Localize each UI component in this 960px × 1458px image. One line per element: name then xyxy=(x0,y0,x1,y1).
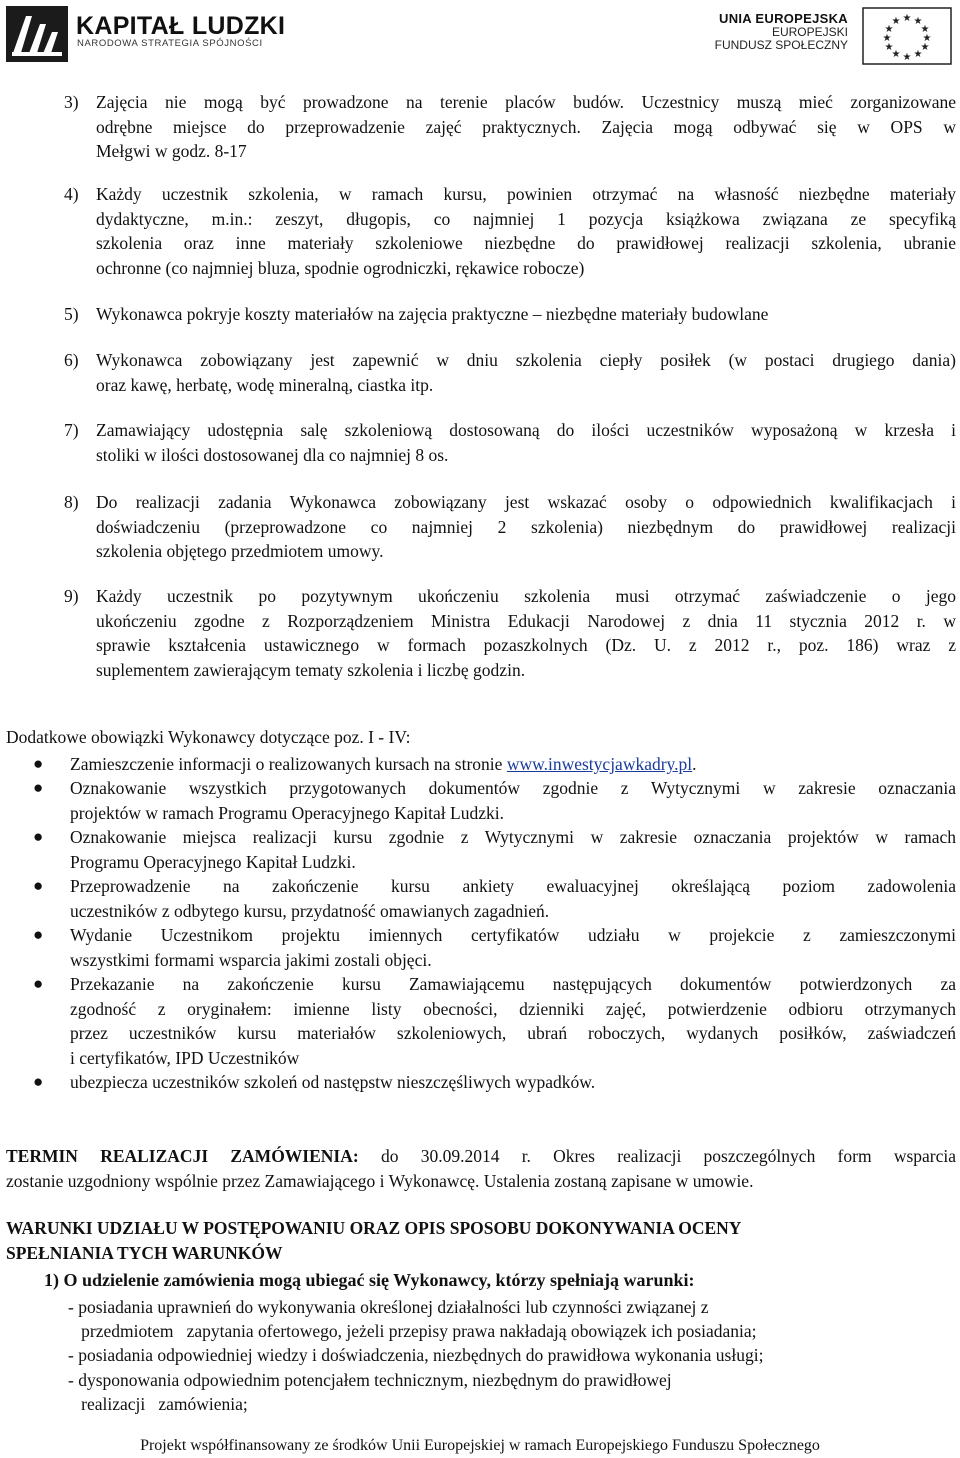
bullet-text-line: Przekazanie na zakończenie kursu Zamawiającemu następujących dokumentów potwierdzonych za xyxy=(70,974,956,994)
svg-text:★: ★ xyxy=(922,33,932,44)
eu-stars-flag-icon xyxy=(862,7,952,65)
item-text-line: oraz kawę, herbatę, wodę mineralną, ciastka itp. xyxy=(96,374,434,395)
bullet-text xyxy=(70,1070,956,1095)
termin-label: TERMIN REALIZACJI ZAMÓWIENIA: xyxy=(6,1146,359,1166)
svg-text:★: ★ xyxy=(884,24,894,35)
warunki-dash-item: przedmiotem zapytania ofertowego, jeżeli przepisy prawa nakładają obowiązek ich posiadania; xyxy=(68,1321,757,1342)
header-ue-line2: EUROPEJSKI xyxy=(771,24,848,39)
header-ue-line3: FUNDUSZ SPOŁECZNY xyxy=(714,38,848,52)
bullet-dot-icon: ● xyxy=(33,827,44,846)
warunki-dash-item: - dysponowania odpowiednim potencjałem technicznym, niezbędnym do prawidłowej xyxy=(68,1369,672,1390)
extra-duties-heading: Dodatkowe obowiązki Wykonawcy dotyczące poz. I - IV: xyxy=(6,727,411,747)
item-text-line: dydaktyczne, m.in.: zeszyt, długopis, co najmniej 1 pozycja książkowa związana ze specyfiką xyxy=(96,208,956,229)
bullet-dot-icon: ● xyxy=(33,1072,44,1091)
warunki-dash-item: - posiadania uprawnień do wykonywania określonej działalności lub czynności związanej z xyxy=(68,1297,709,1317)
header-ue-line1: UNIA EUROPEJSKA xyxy=(719,11,848,26)
warunki-dash-item: - posiadania odpowiedniej wiedzy i doświadczenia, niezbędnych do prawidłowa wykonania usługi; xyxy=(68,1345,764,1366)
bullet-text-line: przez uczestników kursu materiałów szkoleniowych, ubrań roboczych, wydanych posiłków, zaświadczeń xyxy=(70,1023,956,1043)
item-text xyxy=(96,182,956,280)
item-text-line: Mełgwi w godz. 8-17 xyxy=(96,141,247,161)
bullet-text-line: Oznakowanie miejsca realizacji kursu zgodnie z Wytycznymi w zakresie oznaczania projektów w ramach xyxy=(70,827,956,847)
item-number: 8) xyxy=(64,492,79,512)
item-text-line: Wykonawca pokryje koszty materiałów na zajęcia praktyczne – niezbędne materiały budowlane xyxy=(96,304,769,324)
header-ue-text xyxy=(715,12,848,53)
item-text-line: suplementem zawierającym tematy szkolenia i liczbę godzin. xyxy=(96,659,526,680)
item-text-line: Zajęcia nie mogą być prowadzone na terenie placów budów. Uczestnicy muszą mieć zorganizowane xyxy=(96,92,956,112)
termin-block xyxy=(6,1144,956,1193)
svg-text:★: ★ xyxy=(913,49,923,60)
item-number: 6) xyxy=(64,350,79,370)
page-header xyxy=(0,0,960,72)
bullet-text xyxy=(70,752,956,777)
bullet-text-line: Wydanie Uczestnikom projektu imiennych certyfikatów udziału w projekcie z zamieszczonymi xyxy=(70,925,956,945)
svg-text:★: ★ xyxy=(902,13,912,24)
item-text-line: odrębne miejsce do przeprowadzenie zajęć praktycznych. Zajęcia mogą odbywać się w OPS w xyxy=(96,116,956,137)
termin-line2: zostanie uzgodniony wspólnie przez Zamawiającego i Wykonawcę. Ustalenia zostaną zapisane w umowie. xyxy=(6,1170,754,1191)
item-text xyxy=(96,584,956,682)
item-number: 9) xyxy=(64,586,79,606)
bullet-text xyxy=(70,972,956,1070)
svg-text:★: ★ xyxy=(882,33,892,44)
item-text-line: Do realizacji zadania Wykonawca zobowiązany jest wskazać osoby o odpowiednich kwalifikacjach i xyxy=(96,492,956,512)
item-text xyxy=(96,302,956,327)
warunki-sub-number: 1) xyxy=(44,1270,59,1290)
bullet-text-line: zgodność z oryginałem: imienne listy obecności, dzienniki zajęć, potwierdzenie odbioru otrzymanych xyxy=(70,998,956,1019)
svg-text:★: ★ xyxy=(891,16,901,27)
item-number: 7) xyxy=(64,420,79,440)
item-number: 3) xyxy=(64,92,79,112)
item-text-line: szkolenia objętego przedmiotem umowy. xyxy=(96,541,384,561)
svg-text:★: ★ xyxy=(920,24,930,35)
page-footer: Projekt współfinansowany ze środków Unii Europejskiej w ramach Europejskiego Funduszu Społecznego xyxy=(140,1437,820,1454)
svg-text:★: ★ xyxy=(884,42,894,53)
bullet-text xyxy=(70,923,956,972)
item-number: 4) xyxy=(64,184,79,204)
item-text-line: doświadczeniu (przeprowadzone co najmniej 2 szkolenia) niezbędnym do prawidłowej realizacji xyxy=(96,516,956,537)
item-text-line: Każdy uczestnik po pozytywnym ukończeniu szkolenia musi otrzymać zaświadczenie o jego xyxy=(96,586,956,606)
item-text-line: ukończeniu zgodne z Rozporządzeniem Ministra Edukacji Narodowej z dnia 11 stycznia 2012 r. w xyxy=(96,610,956,631)
item-text xyxy=(96,418,956,467)
bullet-text-line: Oznakowanie wszystkich przygotowanych dokumentów zgodnie z Wytycznymi w zakresie oznaczania xyxy=(70,778,956,798)
bullet-dot-icon: ● xyxy=(33,876,44,895)
warunki-dash-item: realizacji zamówienia; xyxy=(68,1393,248,1414)
warunki-heading xyxy=(6,1216,956,1265)
bullet-text-line: i certyfikatów, IPD Uczestników xyxy=(70,1047,300,1068)
website-link[interactable]: www.inwestycjawkadry.pl xyxy=(506,754,693,774)
bullet-text-line: wszystkimi formami wsparcia jakimi zostali objęci. xyxy=(70,949,432,970)
termin-line1-rest: do 30.09.2014 r. Okres realizacji poszczególnych form wsparcia xyxy=(358,1146,957,1166)
warunki-heading-line2: SPEŁNIANIA TYCH WARUNKÓW xyxy=(6,1242,283,1263)
bullet-text xyxy=(70,776,956,825)
bullet-text-line: Programu Operacyjnego Kapitał Ludzki. xyxy=(70,851,356,872)
item-text-line: Zamawiający udostępnia salę szkoleniową dostosowaną do ilości uczestników wyposażoną w krzesła i xyxy=(96,420,956,440)
bullet-text-line: Zamieszczenie informacji o realizowanych kursach na stronie www.inwestycjawkadry.pl. xyxy=(70,754,697,774)
item-text-line: Wykonawca zobowiązany jest zapewnić w dniu szkolenia ciepły posiłek (w postaci drugiego dania) xyxy=(96,350,956,370)
warunki-sub-text: O udzielenie zamówienia mogą ubiegać się Wykonawcy, którzy spełniają warunki: xyxy=(63,1270,695,1290)
bullet-dot-icon: ● xyxy=(33,974,44,993)
item-text-line: ochronne (co najmniej bluza, spodnie ogrodniczki, rękawice robocze) xyxy=(96,257,585,278)
kapital-ludzki-emblem-icon xyxy=(6,6,68,62)
item-text-line: stoliki w ilości dostosowanej dla co najmniej 8 os. xyxy=(96,444,449,465)
svg-text:★: ★ xyxy=(920,42,930,53)
warunki-subheading xyxy=(44,1268,956,1293)
item-number: 5) xyxy=(64,304,79,324)
bullet-text-line: Przeprowadzenie na zakończenie kursu ankiety ewaluacyjnej określającą poziom zadowolenia xyxy=(70,876,956,896)
item-text-line: sprawie kształcenia ustawicznego w formach pozaszkolnych (Dz. U. z 2012 r., poz. 186) wraz z xyxy=(96,635,956,655)
header-left-subtitle: NARODOWA STRATEGIA SPÓJNOŚCI xyxy=(77,38,263,49)
svg-text:★: ★ xyxy=(891,49,901,60)
bullet-text-line: uczestników z odbytego kursu, przydatność omawianych zagadnień. xyxy=(70,900,550,921)
item-text xyxy=(96,90,956,164)
svg-text:★: ★ xyxy=(913,16,923,27)
item-text-line: Każdy uczestnik szkolenia, w ramach kursu, powinien otrzymać na własność niezbędne materiały xyxy=(96,184,956,204)
item-text-line: szkolenia oraz inne materiały szkoleniowe niezbędne do prawidłowej realizacji szkolenia, ubranie xyxy=(96,233,956,253)
bullet-text-line: ubezpiecza uczestników szkoleń od następstw nieszczęśliwych wypadków. xyxy=(70,1072,596,1092)
warunki-heading-line1: WARUNKI UDZIAŁU W POSTĘPOWANIU ORAZ OPIS SPOSOBU DOKONYWANIA OCENY xyxy=(6,1218,742,1238)
bullet-dot-icon: ● xyxy=(33,925,44,944)
bullet-dot-icon: ● xyxy=(33,754,44,773)
item-text xyxy=(96,348,956,397)
bullet-text xyxy=(70,874,956,923)
item-text xyxy=(96,490,956,564)
bullet-dot-icon: ● xyxy=(33,778,44,797)
termin-line1 xyxy=(6,1144,956,1169)
bullet-text xyxy=(70,825,956,874)
svg-text:★: ★ xyxy=(902,52,912,63)
bullet-text-line: projektów w ramach Programu Operacyjnego Kapitał Ludzki. xyxy=(70,802,504,823)
header-left-title: KAPITAŁ LUDZKI xyxy=(76,12,286,40)
